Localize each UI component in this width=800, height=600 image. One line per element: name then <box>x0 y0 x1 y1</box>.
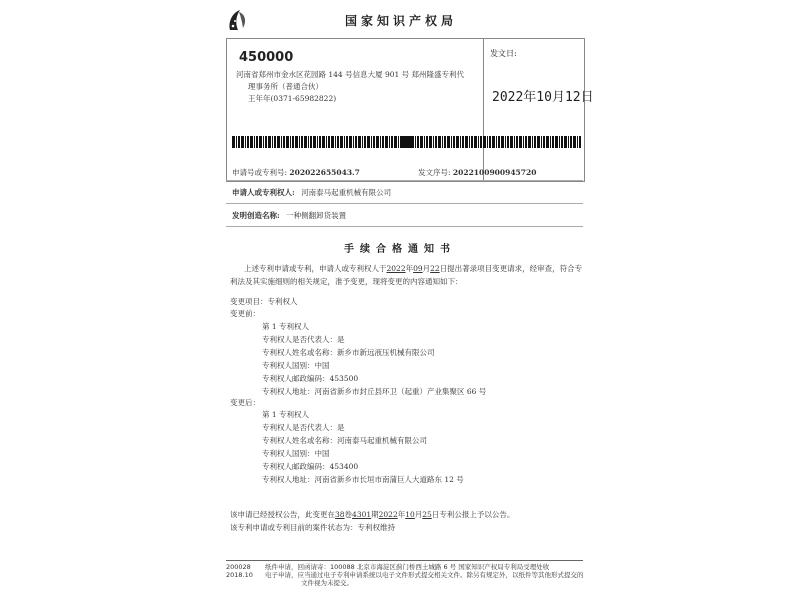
barcode-bar <box>344 136 345 148</box>
barcode-bar <box>326 136 327 148</box>
barcode-bar <box>415 136 416 148</box>
barcode-bar <box>417 136 419 148</box>
cnipa-logo-icon <box>226 8 248 34</box>
barcode-bar <box>460 136 461 148</box>
barcode-bar <box>552 136 554 148</box>
office-name: 国家知识产权局 <box>345 14 458 28</box>
barcode-bar <box>346 136 348 148</box>
recipient-postcode: 450000 <box>239 50 294 65</box>
footer-divider <box>226 560 583 561</box>
before-item: 第 1 专利权人 <box>262 322 310 331</box>
application-number <box>232 167 360 178</box>
barcode-bar <box>310 136 312 148</box>
application-value: 202022655043.7 <box>289 168 360 177</box>
after-item: 专利权人姓名或名称：河南泰马起重机械有限公司 <box>262 436 427 445</box>
address-line: 河南省郑州市金水区花园路 144 号信息大厦 901 号 郑州隆盛专利代 <box>236 70 465 79</box>
divider <box>226 226 583 227</box>
form-date: 2018.10 <box>226 571 253 579</box>
barcode-bar <box>496 136 497 148</box>
gazette-day: 25 <box>422 510 432 519</box>
after-item: 专利权人国别：中国 <box>262 449 330 458</box>
barcode-bar <box>433 136 434 148</box>
barcode-bar <box>478 136 479 148</box>
barcode-bar <box>543 136 545 148</box>
barcode-bar <box>577 136 578 148</box>
change-item: 变更项目：专利权人 <box>230 297 298 306</box>
barcode-bar <box>471 136 473 148</box>
before-item: 专利权人姓名或名称：新乡市新远液压机械有限公司 <box>262 348 435 357</box>
barcode-bar <box>362 136 363 148</box>
barcode-bar <box>373 136 375 148</box>
barcode-bar <box>283 136 285 148</box>
closing-part: 日专利公报上予以公告。 <box>431 510 515 519</box>
barcode-bar <box>483 136 486 148</box>
para-text: 利法及其实施细则的相关规定，准予变更，现将变更的内容通知如下： <box>230 277 463 286</box>
serial-label: 发文序号: <box>418 168 451 177</box>
applicant-label: 申请人或专利权人: <box>232 188 295 197</box>
barcode-bar <box>442 136 443 148</box>
barcode-bar <box>564 136 567 148</box>
barcode-bar <box>245 136 246 148</box>
barcode-bar <box>391 136 393 148</box>
request-day: 22 <box>430 264 440 273</box>
after-item: 第 1 专利权人 <box>262 410 310 419</box>
barcode-bar <box>546 136 549 148</box>
barcode-bar <box>308 136 309 148</box>
barcode-bar <box>281 136 282 148</box>
barcode-bar <box>367 136 370 148</box>
barcode-bar <box>514 136 515 148</box>
before-item: 专利权人地址：河南省新乡市封丘县环卫（起重）产业集聚区 66 号 <box>262 387 487 396</box>
barcode-bar <box>424 136 425 148</box>
para-text: 日提出著录项目变更请求，经审查，符合专 <box>439 264 583 273</box>
before-item: 专利权人是否代表人：是 <box>262 335 345 344</box>
closing-part: 月 <box>414 510 423 519</box>
barcode-bar <box>579 136 581 148</box>
para-text: 月 <box>422 264 431 273</box>
barcode-bar <box>456 136 459 148</box>
barcode-bar <box>435 136 437 148</box>
footer-line: 纸件申请，回函请寄：100088 北京市海淀区蓟门桥西土城路 6 号 国家知识产权局专利局受理处收 <box>265 563 550 571</box>
barcode-bar <box>426 136 428 148</box>
barcode-bar <box>429 136 432 148</box>
barcode-bar <box>290 136 291 148</box>
barcode-bar <box>398 136 399 148</box>
barcode-bar <box>292 136 294 148</box>
barcode-bar <box>322 136 325 148</box>
after-item: 专利权人邮政编码：453400 <box>262 462 359 471</box>
barcode-bar <box>394 136 397 148</box>
serial-number <box>418 167 536 178</box>
barcode-bar <box>236 136 237 148</box>
barcode-bar <box>555 136 558 148</box>
barcode-bar <box>254 136 255 148</box>
barcode-bar <box>304 136 307 148</box>
barcode-bar <box>420 136 423 148</box>
divider <box>226 180 583 181</box>
invention-row <box>232 210 346 221</box>
barcode-bar <box>371 136 372 148</box>
barcode-bar <box>295 136 298 148</box>
send-date-box <box>483 38 585 182</box>
barcode-right <box>402 136 582 148</box>
barcode-bar <box>537 136 540 148</box>
barcode-bar <box>516 136 518 148</box>
barcode-bar <box>573 136 576 148</box>
barcode-bar <box>532 136 533 148</box>
after-item: 专利权人是否代表人：是 <box>262 423 345 432</box>
barcode-bar <box>313 136 316 148</box>
barcode-bar <box>487 136 488 148</box>
barcode-bar <box>480 136 482 148</box>
before-item: 专利权人邮政编码：453500 <box>262 374 359 383</box>
barcode-bar <box>519 136 522 148</box>
footer-notes <box>265 563 595 587</box>
barcode-bar <box>408 136 410 148</box>
barcode-bar <box>335 136 336 148</box>
barcode-bar <box>501 136 504 148</box>
barcode-bar <box>525 136 527 148</box>
gazette-month: 10 <box>405 510 415 519</box>
barcode-bar <box>474 136 477 148</box>
barcode-bar <box>389 136 390 148</box>
barcode-bar <box>568 136 569 148</box>
barcode-bar <box>385 136 388 148</box>
barcode-bar <box>550 136 551 148</box>
barcode-bar <box>507 136 509 148</box>
barcode-bar <box>447 136 450 148</box>
barcode-bar <box>559 136 560 148</box>
gazette-year: 2022 <box>378 510 398 519</box>
barcode-bar <box>382 136 384 148</box>
barcode-bar <box>444 136 446 148</box>
barcode-bar <box>411 136 414 148</box>
barcode-bar <box>268 136 271 148</box>
barcode-bar <box>364 136 366 148</box>
closing-part: 该申请已经授权公告，此变更在 <box>230 510 335 519</box>
barcode-bar <box>319 136 321 148</box>
barcode-bar <box>301 136 303 148</box>
barcode-bar <box>541 136 542 148</box>
send-date-label: 发文日: <box>490 49 517 58</box>
notice-title: 手续合格通知书 <box>344 244 456 255</box>
send-date: 2022年10月12日 <box>492 90 594 105</box>
barcode-bar <box>528 136 531 148</box>
application-label: 申请号或专利号: <box>232 168 288 177</box>
barcode-bar <box>534 136 536 148</box>
barcode-bar <box>561 136 563 148</box>
barcode-bar <box>505 136 506 148</box>
barcode-bar <box>453 136 455 148</box>
recipient-address <box>236 69 476 105</box>
barcode-bar <box>355 136 357 148</box>
closing-part: 期 <box>371 510 379 519</box>
after-label: 变更后： <box>230 398 260 407</box>
barcode-bar <box>274 136 276 148</box>
closing-part: 年 <box>397 510 406 519</box>
barcode-bar <box>277 136 280 148</box>
barcode-left <box>232 136 412 148</box>
barcode-bar <box>265 136 267 148</box>
barcode-bar <box>331 136 334 148</box>
footer-codes <box>226 563 253 579</box>
barcode-bar <box>523 136 524 148</box>
request-year: 2022 <box>386 264 406 273</box>
address-line: 理事务所（普通合伙） <box>248 82 323 91</box>
barcode-bar <box>232 136 235 148</box>
applicant-value: 河南泰马起重机械有限公司 <box>301 188 392 197</box>
barcode-bar <box>263 136 264 148</box>
closing-text <box>230 508 514 534</box>
barcode-bar <box>510 136 513 148</box>
barcode-bar <box>438 136 441 148</box>
barcode-bar <box>469 136 470 148</box>
barcode-bar <box>238 136 240 148</box>
invention-value: 一种侧翻卸货装置 <box>286 211 347 220</box>
barcode-bar <box>489 136 491 148</box>
barcode-bar <box>250 136 253 148</box>
barcode-bar <box>256 136 258 148</box>
barcode-bar <box>353 136 354 148</box>
para-text: 上述专利申请或专利，申请人或专利权人于 <box>244 264 387 273</box>
applicant-row <box>232 187 391 198</box>
barcode-bar <box>402 136 405 148</box>
barcode-bar <box>380 136 381 148</box>
barcode-bar <box>259 136 262 148</box>
barcode-bar <box>337 136 339 148</box>
barcode-bar <box>241 136 244 148</box>
after-item: 专利权人地址：河南省新乡市长垣市南蒲巨人大道路东 12 号 <box>262 475 464 484</box>
para-text: 年 <box>405 264 414 273</box>
barcode-bar <box>247 136 249 148</box>
barcode-bar <box>406 136 407 148</box>
barcode-bar <box>451 136 452 148</box>
case-status: 该专利申请或专利目前的案件状态为：专利权维持 <box>230 523 395 532</box>
barcode-bar <box>272 136 273 148</box>
divider <box>226 203 583 204</box>
barcode-bar <box>376 136 379 148</box>
barcode-bar <box>465 136 468 148</box>
before-item: 专利权人国别：中国 <box>262 361 330 370</box>
address-line: 王年年(0371-65982822) <box>248 94 337 103</box>
after-list <box>262 408 464 486</box>
gazette-issue: 4301 <box>352 510 372 519</box>
barcode-bar <box>570 136 572 148</box>
request-month: 09 <box>413 264 423 273</box>
footer-line: 文件视为未提交。 <box>301 579 353 587</box>
barcode-bar <box>349 136 352 148</box>
barcode-bar <box>340 136 343 148</box>
before-list <box>262 320 486 398</box>
barcode-bar <box>498 136 500 148</box>
footer-line: 电子申请，应当通过电子专利申请系统以电子文件形式提交相关文件。除另有规定外，以纸件等其他形式提交的 <box>265 571 584 579</box>
barcode-bar <box>286 136 289 148</box>
barcode-bar <box>462 136 464 148</box>
barcode-bar <box>317 136 318 148</box>
before-label: 变更前： <box>230 309 260 318</box>
barcode-bar <box>299 136 300 148</box>
invention-label: 发明创造名称: <box>232 211 280 220</box>
gazette-volume: 38 <box>335 510 345 519</box>
barcode-bar <box>328 136 330 148</box>
barcode-bar <box>492 136 495 148</box>
form-code: 200028 <box>226 563 251 571</box>
closing-part: 卷 <box>344 510 353 519</box>
notice-paragraph <box>230 262 585 288</box>
serial-value: 2022100900945720 <box>452 168 537 177</box>
barcode-bar <box>358 136 361 148</box>
